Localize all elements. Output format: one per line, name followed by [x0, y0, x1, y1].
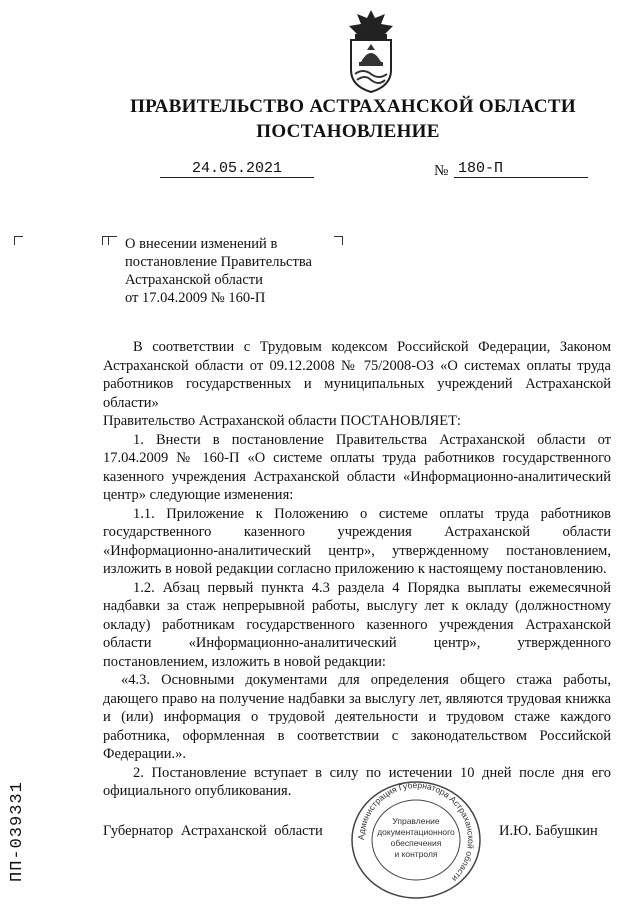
preamble-paragraph: В соответствии с Трудовым кодексом Российской Федерации, Законом Астраханской области от 09.12.2008 № 75/2008-ОЗ «О системах оплаты труда работников государственных и муниципальных учреждений Астраханской области» [103, 339, 611, 411]
official-stamp [346, 778, 486, 903]
subject-corner-mark-left-inner [108, 236, 117, 245]
document-number: 180-П [454, 160, 588, 178]
item-1-1-paragraph: 1.1. Приложение к Положению о системе оплаты труда работников государственного казенного учреждения Астраханской области «Информационно-аналитический центр», утвержденному постановлением, изложить в новой редакции согласно приложению к настоящему постановлению. [103, 505, 611, 577]
stamp-center-line: Управление [392, 816, 440, 826]
item-1-paragraph: 1. Внести в постановление Правительства Астраханской области от 17.04.2009 № 160-П «О системе оплаты труда работников государственного казенного учреждения Астраханской области «Информационно-аналитический центр» следующие изменения: [103, 431, 611, 503]
number-sign: № [434, 163, 449, 179]
coat-of-arms-emblem [341, 4, 401, 94]
item-2-paragraph: 2. Постановление вступает в силу по истечении 10 дней после дня его официального опубликования. [103, 764, 611, 799]
government-title: ПРАВИТЕЛЬСТВО АСТРАХАНСКОЙ ОБЛАСТИ [130, 96, 576, 117]
resolution-statement: Правительство Астраханской области ПОСТАНОВЛЯЕТ: [103, 413, 461, 429]
stamp-center-line: обеспечения [390, 838, 442, 848]
document-type-title: ПОСТАНОВЛЕНИЕ [256, 121, 440, 142]
subject-line: О внесении изменений в [125, 236, 278, 252]
subject-line: постановление Правительства [125, 254, 312, 270]
item-1-2-paragraph: 1.2. Абзац первый пункта 4.3 раздела 4 Порядка выплаты ежемесячной надбавки за стаж непрерывной работы, выслугу лет к окладу (должностному окладу) работникам государственного казенного учреждения Астраханской области «Информационно-аналитический центр», утвержденного постановлением, изложить в новой редакции: [103, 579, 611, 670]
subject-line: Астраханской области [125, 272, 263, 288]
subject-block [125, 235, 355, 307]
signer-position: Губернатор Астраханской области [103, 823, 323, 839]
signer-name: И.Ю. Бабушкин [499, 823, 598, 839]
quoted-amendment-paragraph: «4.3. Основными документами для определения общего стажа работы, дающего право на получение надбавки за выслугу лет, являются трудовая книжка и (или) информация о трудовой деятельности и трудовом стаже каждого работника, оформленная в соответствии с законодательством Российской Федерации.». [103, 672, 611, 762]
stamp-center-line: документационного [377, 827, 455, 837]
document-date: 24.05.2021 [160, 160, 314, 178]
side-registration-code: ПП-039331 [8, 781, 27, 882]
stamp-center-line: и контроля [394, 849, 438, 859]
stamp-ring-text: Администрация Губернатора Астраханской области [355, 779, 477, 884]
subject-line: от 17.04.2009 № 160-П [125, 290, 266, 306]
margin-corner-mark [14, 236, 23, 245]
document-body [103, 338, 611, 801]
